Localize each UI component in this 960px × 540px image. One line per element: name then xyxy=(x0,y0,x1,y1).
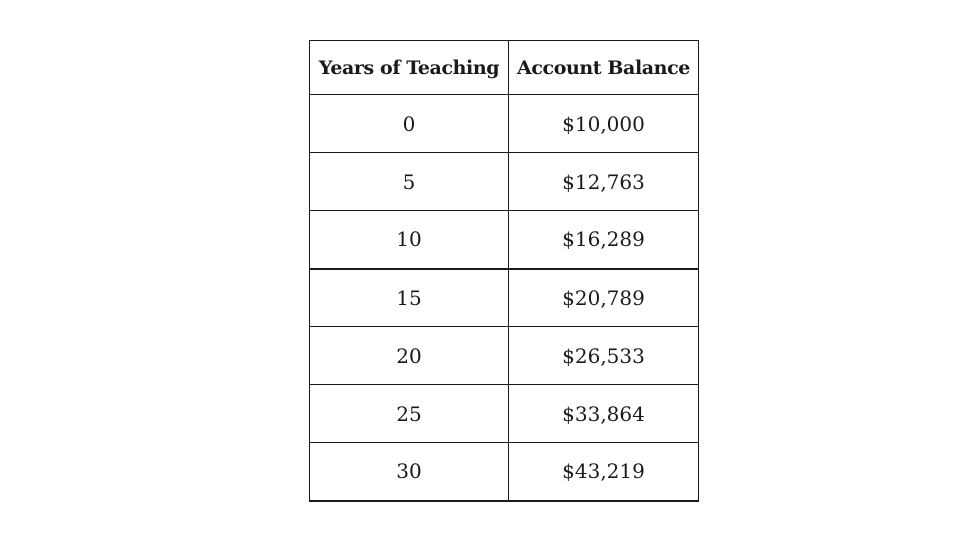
table-row xyxy=(310,95,699,153)
table-body xyxy=(310,95,699,501)
balance-cell: $16,289 xyxy=(509,211,699,269)
table-row xyxy=(310,385,699,443)
years-cell: 20 xyxy=(310,327,509,385)
balance-cell: $26,533 xyxy=(509,327,699,385)
balance-cell: $33,864 xyxy=(509,385,699,443)
table-header xyxy=(310,41,699,95)
header-row xyxy=(310,41,699,95)
balance-cell: $43,219 xyxy=(509,443,699,501)
table-row xyxy=(310,327,699,385)
years-cell: 5 xyxy=(310,153,509,211)
years-cell: 0 xyxy=(310,95,509,153)
table-row xyxy=(310,269,699,327)
table-row xyxy=(310,443,699,501)
header-account-balance: Account Balance xyxy=(509,41,699,95)
balance-cell: $20,789 xyxy=(509,269,699,327)
table-row xyxy=(310,153,699,211)
balance-cell: $12,763 xyxy=(509,153,699,211)
years-cell: 30 xyxy=(310,443,509,501)
years-cell: 10 xyxy=(310,211,509,269)
years-cell: 15 xyxy=(310,269,509,327)
account-balance-table xyxy=(309,40,699,502)
balance-cell: $10,000 xyxy=(509,95,699,153)
table-row xyxy=(310,211,699,269)
header-years-of-teaching: Years of Teaching xyxy=(310,41,509,95)
years-cell: 25 xyxy=(310,385,509,443)
